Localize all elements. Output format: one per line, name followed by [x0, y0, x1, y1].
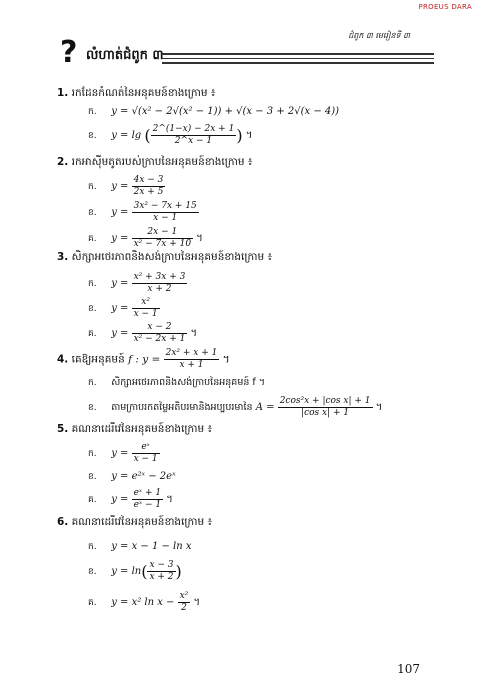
q2-item-a: ក. y = $\frac{4x - 3}{2x + 5}$	[88, 175, 164, 197]
fraction: $\frac{x - 3}{x + 2}$	[149, 560, 174, 582]
brand-label: PROEUS DARA	[418, 3, 472, 11]
heading-rule	[162, 58, 434, 59]
q3-item-b: ខ. y = $\frac{\text{x²}}{x - 1}$	[88, 297, 158, 319]
question-number: 4.	[57, 353, 69, 366]
question-text: គណនាដេរីវេនៃអនុគមន៍ខាងក្រោម ៖	[71, 516, 213, 528]
heading-rule	[162, 53, 434, 55]
question-5	[57, 423, 212, 438]
question-mark-icon: ?	[60, 35, 78, 70]
question-4: 4. គេឱ្យអនុគមន៍ f : y = $\frac{\text{2x² + x + 1}}{x + 1}$ ។	[57, 348, 230, 370]
item-label: ខ.	[88, 208, 97, 218]
fraction: $\frac{\text{x²}}{x - 1}$	[133, 297, 158, 319]
fraction: $\frac{\text{eˣ + 1}}{\text{eˣ − 1}}$	[133, 488, 162, 510]
section-title: លំហាត់ជំពូក ៣	[86, 48, 164, 63]
fraction: $\frac{\text{eˣ}}{x - 1}$	[133, 442, 158, 464]
q6-item-c: គ. y = x² ln x − $\frac{\text{x²}}{2}$ ។	[88, 591, 201, 613]
page-number: 107	[397, 662, 420, 676]
question-number: 5.	[57, 423, 69, 435]
heading-rule	[162, 62, 434, 64]
q4-item-a: ក. សិក្សាអថេរភាពនិងសង់ក្រាបនៃអនុគមន៍ f ។	[88, 377, 266, 388]
item-label: ខ.	[88, 472, 97, 482]
item-label: ក.	[88, 449, 97, 459]
q3-item-a: ក. y = $\frac{\text{x² + 3x + 3}}{x + 2}$	[88, 272, 186, 294]
item-label: គ.	[88, 495, 97, 505]
question-3	[57, 251, 272, 266]
item-label: ក.	[88, 279, 97, 289]
fraction: $\frac{\text{x²}}{2}$	[179, 591, 189, 613]
math-expression: y = lg	[111, 130, 142, 141]
q4-item-b: ខ. តាមក្រាបរកតម្លៃអតិបរមានិងអប្បបរមានៃ A = $\frac{\text{2cos²x + |cos x| + 1}}{\text{|cos x| + 1}}$ ។	[88, 396, 383, 418]
fraction: $\frac{\text{2cos²x + |cos x| + 1}}{\text{|cos x| + 1}}$	[279, 396, 371, 418]
item-label: ខ.	[88, 403, 97, 413]
q5-item-a: ក. y = $\frac{\text{eˣ}}{x - 1}$	[88, 442, 158, 464]
fraction: $\frac{4x - 3}{2x + 5}$	[133, 175, 164, 197]
question-6	[57, 516, 212, 531]
question-1	[57, 87, 216, 102]
question-text: រកដែនកំណត់នៃអនុគមន៍ខាងក្រោម ៖	[71, 87, 216, 99]
item-label: គ.	[88, 234, 97, 244]
item-label: គ.	[88, 598, 97, 608]
q2-item-b: ខ. y = $\frac{\text{3x² − 7x + 15}}{x - 1}$	[88, 201, 197, 223]
math-expression: y = e²ˣ − 2eˣ	[111, 471, 176, 482]
question-number: 2.	[57, 156, 69, 168]
fraction: $\frac{x - 2}{\text{x² − 2x + 1}}$	[133, 322, 186, 344]
q3-item-c: គ. y = $\frac{x - 2}{\text{x² − 2x + 1}}$ ។	[88, 322, 198, 344]
question-number: 3.	[57, 251, 69, 263]
item-label: ខ.	[88, 567, 97, 577]
question-text: គេឱ្យអនុគមន៍	[71, 353, 125, 366]
running-head: ជំពូក ៣ មេរៀនទី ៣	[348, 31, 410, 40]
q2-item-c: គ. y = $\frac{2x - 1}{\text{x² − 7x + 10}}$ ។	[88, 227, 203, 249]
fraction: $\frac{2\^{}(1-x) - 2x + 1}{2\^{}x - 1}$	[152, 124, 235, 146]
fraction: $\frac{\text{2x² + x + 1}}{x + 1}$	[165, 348, 218, 370]
fraction: $\frac{\text{3x² − 7x + 15}}{x - 1}$	[133, 201, 197, 223]
q6-item-a	[88, 541, 192, 554]
item-label: ក.	[88, 107, 97, 117]
fraction: $\frac{\text{x² + 3x + 3}}{x + 2}$	[133, 272, 186, 294]
question-text: រកអាស៊ីមតូតរបស់ក្រាបនៃអនុគមន៍ខាងក្រោម ៖	[71, 156, 253, 168]
math-expression: y = x − 1 − ln x	[111, 541, 192, 552]
fraction: $\frac{2x - 1}{\text{x² − 7x + 10}}$	[133, 227, 192, 249]
q6-item-b: ខ. y = ln( $\frac{x - 3}{x + 2}$ )	[88, 560, 182, 582]
item-label: ក.	[88, 378, 97, 388]
item-label: គ.	[88, 329, 97, 339]
q5-item-b	[88, 471, 176, 484]
question-number: 6.	[57, 516, 69, 528]
q5-item-c: គ. y = $\frac{\text{eˣ + 1}}{\text{eˣ − 1}}$ ។	[88, 488, 173, 510]
item-label: ខ.	[88, 131, 97, 141]
question-number: 1.	[57, 87, 69, 99]
item-label: ខ.	[88, 304, 97, 314]
question-2	[57, 156, 252, 171]
q1-item-a	[88, 106, 339, 119]
question-text: សិក្សាអថេរភាពនិងសង់ក្រាបនៃអនុគមន៍ខាងក្រោម ៖	[71, 251, 273, 263]
item-label: ក.	[88, 182, 97, 192]
item-label: ក.	[88, 542, 97, 552]
q1-item-b: ខ. y = lg ( $\frac{2\^{}(1-x) - 2x + 1}{2\^{}x - 1}$ ) ។	[88, 124, 253, 146]
math-expression: y = √(x² − 2√(x² − 1)) + √(x − 3 + 2√(x − 4))	[111, 106, 340, 117]
question-text: គណនាដេរីវេនៃអនុគមន៍ខាងក្រោម ៖	[71, 423, 213, 435]
